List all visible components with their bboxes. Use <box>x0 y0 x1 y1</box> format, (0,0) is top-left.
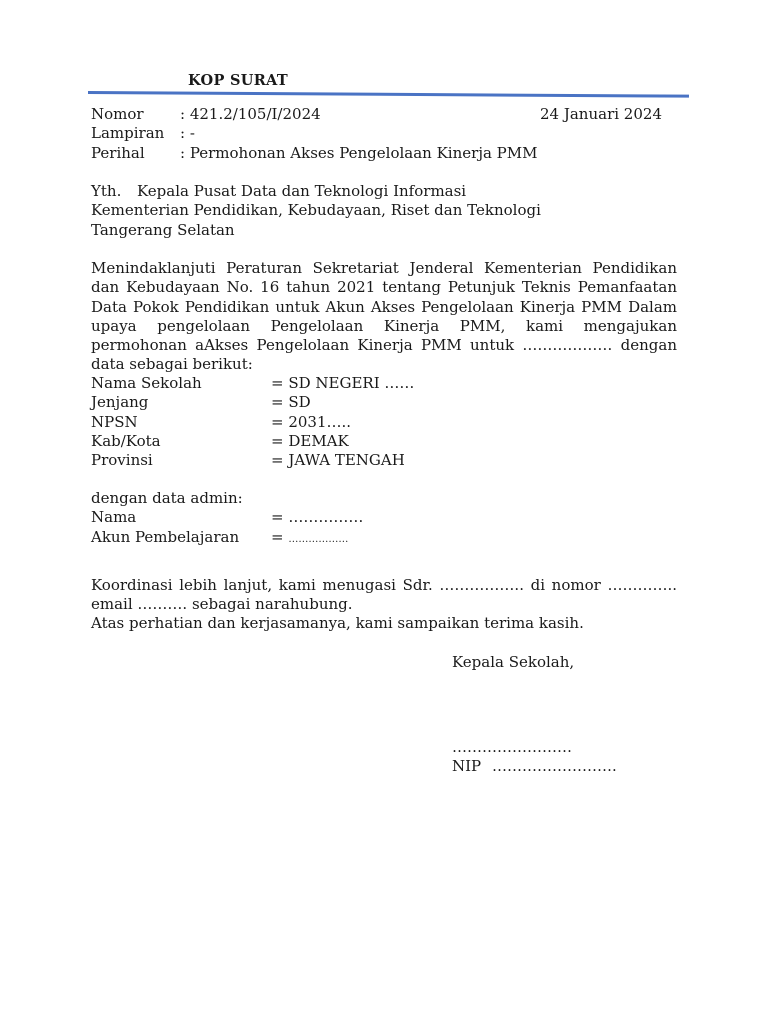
nomor-value: : 421.2/105/I/2024 <box>180 105 321 123</box>
nip-value: ……………………. <box>492 757 617 775</box>
school-data-row <box>91 432 591 451</box>
school-data-value: = JAWA TENGAH <box>271 451 405 470</box>
admin-akun-value <box>271 528 348 549</box>
school-data-label: NPSN <box>91 412 138 431</box>
body-paragraph: Menindaklanjuti Peraturan Sekretariat Jenderal Kementerian Pendidikan dan Kebudayaan No. 16 tahun 2021 tentang Petunjuk Teknis Pemanfaatan Data Pokok Pendidikan untuk Akun Akses Pengelolaan Kinerja PMM Dalam upaya pengelolaan Pengelolaan Kinerja PMM, kami mengajukan permohonan aAkses Pengelolaan Kinerja PMM untuk ……………… dengan data sebagai berikut: <box>91 259 677 374</box>
letter-meta <box>91 105 671 163</box>
school-data-row <box>91 413 591 432</box>
yth-label: Yth. <box>91 182 122 200</box>
school-data-table <box>91 374 591 470</box>
lampiran-value: : - <box>180 124 195 143</box>
school-data-value: = DEMAK <box>271 431 349 450</box>
recipient-line-2: Kementerian Pendidikan, Kebudayaan, Riset dan Teknologi <box>91 201 541 220</box>
school-data-row <box>91 393 591 412</box>
admin-akun-eq: = <box>271 527 289 546</box>
admin-nama-value: = …………… <box>271 508 364 527</box>
closing-paragraph: Koordinasi lebih lanjut, kami menugasi Sdr. …………….. di nomor ………….. email ………. sebagai narahubung. <box>91 576 677 614</box>
admin-akun-dots: ……………… <box>288 533 349 545</box>
school-data-label: Jenjang <box>91 393 149 412</box>
letterhead-title: KOP SURAT <box>188 72 288 89</box>
recipient-title: Kepala Pusat Data dan Teknologi Informasi <box>137 182 467 200</box>
nip-label: NIP <box>452 757 482 775</box>
signature-title: Kepala Sekolah, <box>452 653 575 671</box>
school-data-label: Nama Sekolah <box>91 374 202 392</box>
meta-row-nomor <box>91 105 671 124</box>
admin-intro: dengan data admin: <box>91 489 243 507</box>
nomor-label: Nomor <box>91 105 144 123</box>
admin-akun-label: Akun Pembelajaran <box>91 527 240 546</box>
signature-name-placeholder: …………………… <box>452 738 572 756</box>
perihal-value: : Permohonan Akses Pengelolaan Kinerja PMM <box>180 143 538 162</box>
letter-date: 24 Januari 2024 <box>540 105 662 123</box>
admin-row-nama <box>91 508 591 527</box>
school-data-value: = SD <box>271 393 311 412</box>
admin-nama-label: Nama <box>91 508 137 527</box>
thanks-line: Atas perhatian dan kerjasamanya, kami sampaikan terima kasih. <box>91 614 584 632</box>
admin-data <box>91 489 591 547</box>
signature-nip <box>452 757 702 776</box>
school-data-row <box>91 374 591 393</box>
lampiran-label: Lampiran <box>91 124 165 143</box>
recipient-line-3: Tangerang Selatan <box>91 220 235 239</box>
school-data-label: Kab/Kota <box>91 431 161 450</box>
meta-row-lampiran <box>91 124 671 143</box>
meta-row-perihal <box>91 144 671 163</box>
school-data-row <box>91 451 591 470</box>
perihal-label: Perihal <box>91 143 145 162</box>
school-data-value: = SD NEGERI …… <box>271 374 415 392</box>
recipient-address <box>91 182 681 240</box>
school-data-label: Provinsi <box>91 451 153 470</box>
admin-row-akun <box>91 528 591 547</box>
school-data-value: = 2031….. <box>271 412 352 431</box>
letterhead-divider <box>88 91 689 98</box>
recipient-line-1 <box>91 182 681 201</box>
